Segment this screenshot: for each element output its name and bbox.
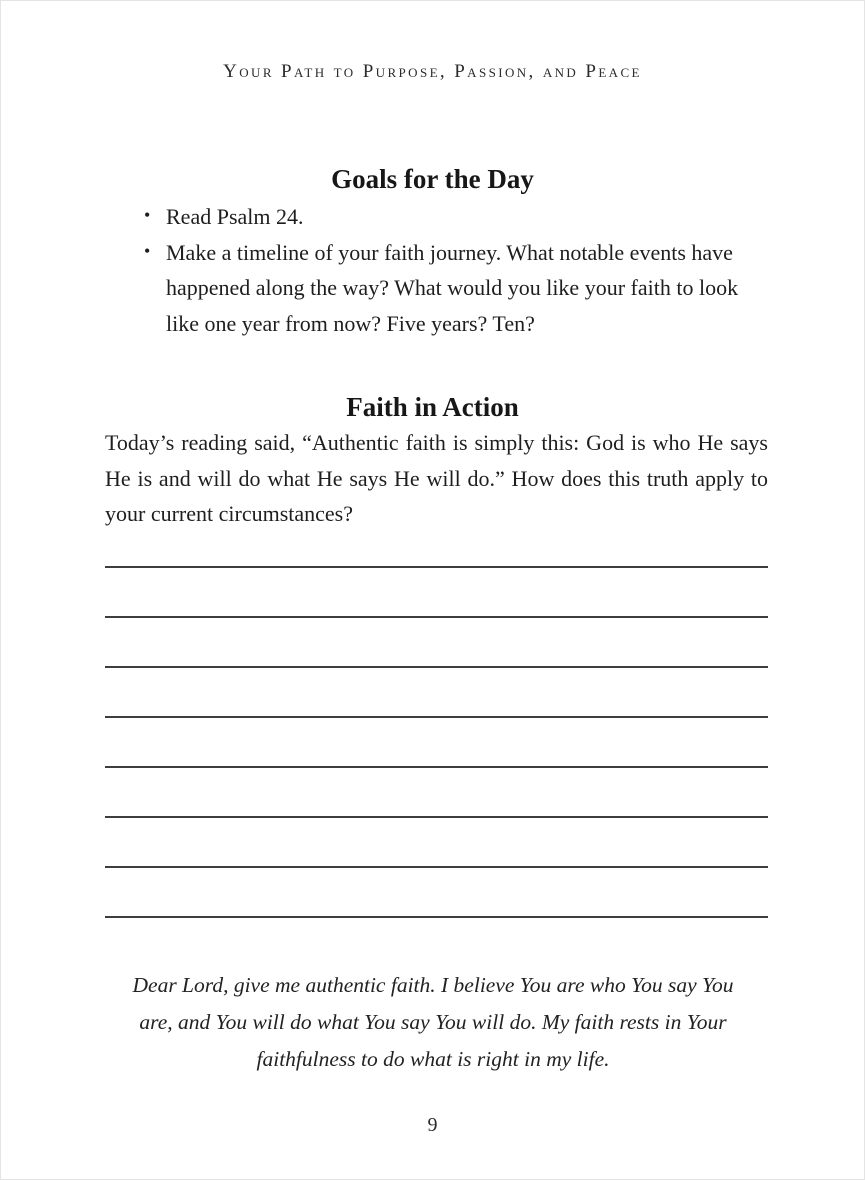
writing-line: [105, 816, 768, 818]
writing-line: [105, 616, 768, 618]
writing-line: [105, 566, 768, 568]
writing-line: [105, 866, 768, 868]
page-number: 9: [427, 1114, 438, 1136]
running-head: Your Path to Purpose, Passion, and Peace: [223, 61, 642, 82]
bullet-marker: •: [144, 240, 151, 261]
bullet-marker: •: [144, 205, 151, 225]
faith-section-heading: Faith in Action: [346, 392, 519, 423]
goals-bullet-list: [142, 199, 750, 341]
goal-list-item: [142, 199, 750, 235]
writing-line: [105, 666, 768, 668]
writing-line: [105, 766, 768, 768]
writing-line: [105, 716, 768, 718]
closing-prayer: Dear Lord, give me authentic faith. I believe You are who You say You are, and You will do what You say You will do. My faith rests in Your faithfulness to do what is right in my life.: [132, 973, 734, 1071]
writing-line: [105, 916, 768, 918]
faith-prompt-paragraph: Today’s reading said, “Authentic faith is simply this: God is who He says He is and will do what He says He will do.” How does this truth apply to your current circumstances?: [105, 430, 768, 526]
writing-lines-area: [105, 566, 768, 918]
goal-item-text: Read Psalm 24.: [166, 204, 304, 229]
goals-section-heading: Goals for the Day: [331, 164, 534, 195]
goal-item-text: Make a timeline of your faith journey. What notable events have happened along the way? What would you like your faith to look like one year from now? Five years? Ten?: [166, 239, 739, 336]
goal-list-item: [142, 235, 750, 342]
